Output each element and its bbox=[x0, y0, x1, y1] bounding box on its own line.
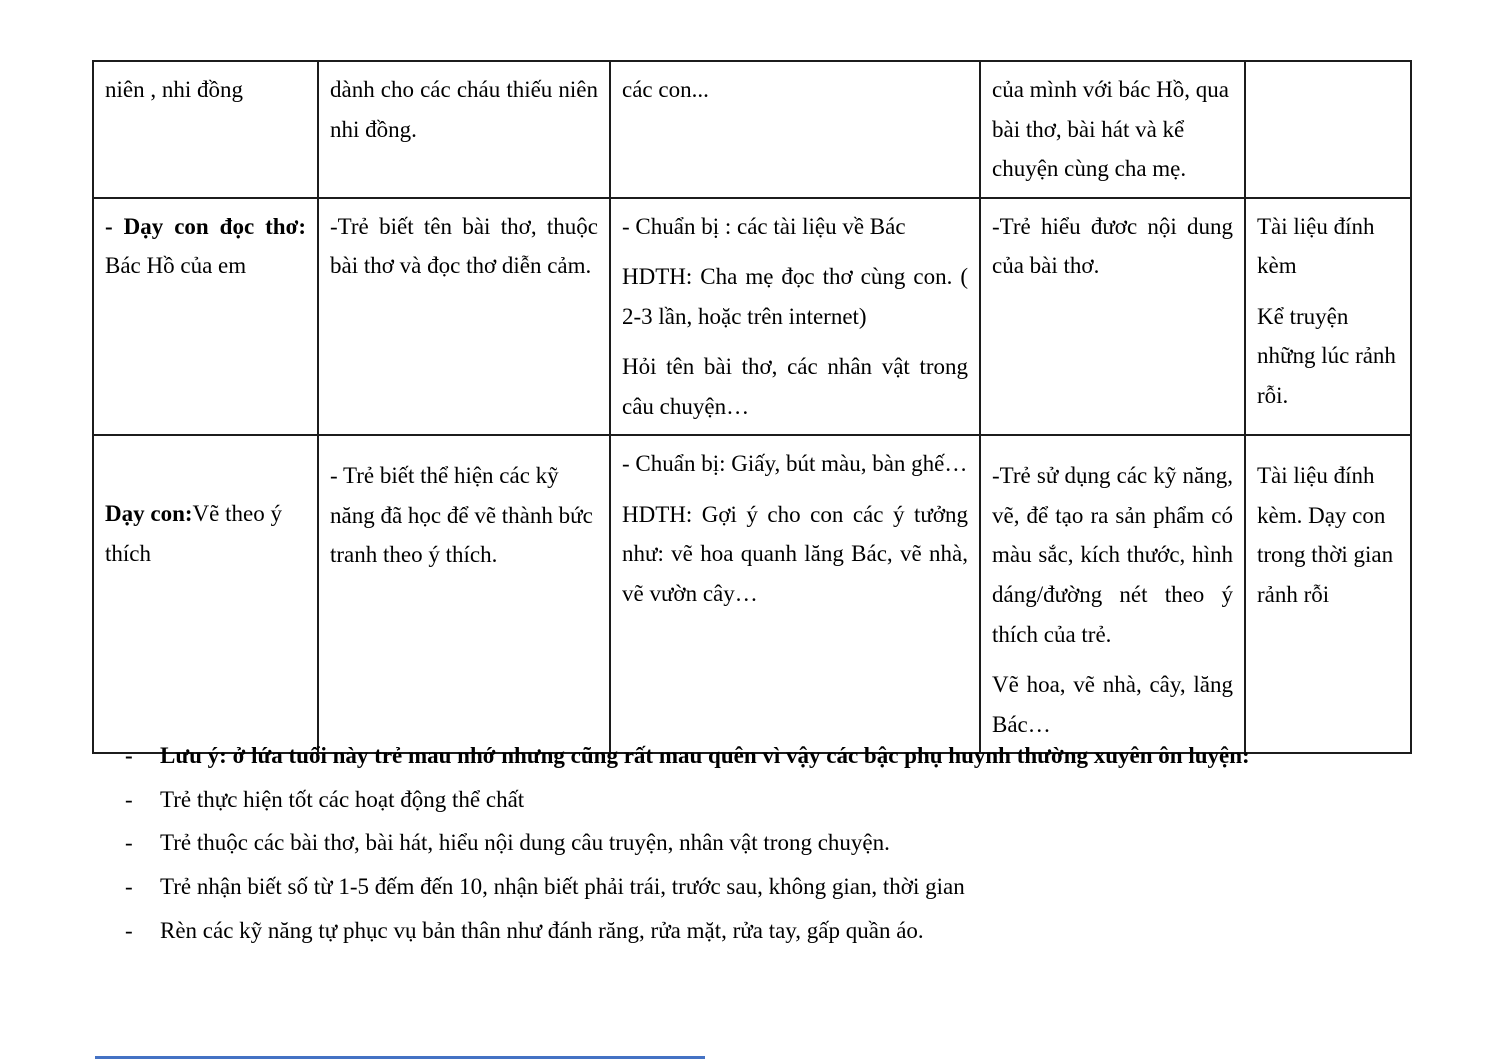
table-row bbox=[93, 198, 1411, 436]
cell-paragraph: -Trẻ biết tên bài thơ, thuộc bài thơ và đọc thơ diễn cảm. bbox=[330, 213, 598, 279]
cell-text-run: Bác Hồ của em bbox=[105, 253, 247, 279]
cell-paragraph: - Trẻ biết thể hiện các kỹ năng đã học để vẽ thành bức tranh theo ý thích. bbox=[330, 463, 593, 568]
note-item bbox=[92, 827, 1452, 860]
cell-paragraph: Vẽ hoa, vẽ nhà, cây, lăng Bác… bbox=[992, 672, 1233, 737]
table-cell bbox=[980, 435, 1245, 753]
table-cell bbox=[1245, 198, 1411, 436]
bottom-accent-line bbox=[95, 1056, 705, 1059]
bullet-marker: - bbox=[125, 786, 133, 812]
schedule-table bbox=[92, 60, 1412, 754]
table-cell bbox=[1245, 435, 1411, 753]
table-cell bbox=[980, 198, 1245, 436]
cell-paragraph: -Trẻ sử dụng các kỹ năng, vẽ, để tạo ra sản phẩm có màu sắc, kích thước, hình dáng/đường nét theo ý thích của trẻ. bbox=[992, 463, 1233, 647]
cell-paragraph: các con... bbox=[622, 77, 709, 102]
cell-paragraph bbox=[105, 494, 306, 573]
table-cell bbox=[318, 61, 610, 198]
note-text: Rèn các kỹ năng tự phục vụ bản thân như đánh răng, rửa mặt, rửa tay, gấp quần áo. bbox=[160, 917, 924, 943]
bullet-marker: - bbox=[125, 830, 133, 856]
table-cell bbox=[610, 198, 980, 436]
note-item bbox=[92, 740, 1452, 773]
cell-text-run: Vẽ theo ý thích bbox=[105, 501, 282, 566]
cell-paragraph: HDTH: Gợi ý cho con các ý tưởng như: vẽ hoa quanh lăng Bác, vẽ nhà, vẽ vườn cây… bbox=[622, 501, 968, 607]
table-cell bbox=[318, 198, 610, 436]
table-cell bbox=[93, 198, 318, 436]
cell-paragraph: niên , nhi đồng bbox=[105, 77, 243, 102]
cell-paragraph: - Chuẩn bị: Giấy, bút màu, bàn ghế… bbox=[622, 451, 968, 477]
table-cell bbox=[93, 435, 318, 753]
bullet-marker: - bbox=[125, 917, 133, 943]
note-text: Trẻ thực hiện tốt các hoạt động thể chất bbox=[160, 786, 525, 812]
note-item bbox=[92, 871, 1452, 904]
cell-paragraph bbox=[105, 207, 306, 286]
table-row bbox=[93, 61, 1411, 198]
cell-paragraph: Hỏi tên bài thơ, các nhân vật trong câu chuyện… bbox=[622, 354, 968, 419]
note-text: Trẻ thuộc các bài thơ, bài hát, hiểu nội dung câu truyện, nhân vật trong chuyện. bbox=[160, 830, 890, 856]
cell-paragraph: dành cho các cháu thiếu niên nhi đồng. bbox=[330, 77, 598, 142]
bullet-marker: - bbox=[125, 743, 133, 768]
note-item bbox=[92, 784, 1452, 817]
cell-paragraph: HDTH: Cha mẹ đọc thơ cùng con. ( 2-3 lần, hoặc trên internet) bbox=[622, 264, 968, 329]
table-row bbox=[93, 435, 1411, 753]
cell-paragraph: -Trẻ hiểu đươc nội dung của bài thơ. bbox=[992, 213, 1233, 279]
cell-bold-run: Dạy con: bbox=[105, 501, 193, 527]
cell-paragraph: Tài liệu đính kèm bbox=[1257, 213, 1375, 279]
table-cell bbox=[93, 61, 318, 198]
table-cell bbox=[980, 61, 1245, 198]
table-cell bbox=[610, 61, 980, 198]
cell-paragraph: Kể truyện những lúc rảnh rỗi. bbox=[1257, 303, 1396, 408]
table-cell bbox=[1245, 61, 1411, 198]
note-text: Lưu ý: ở lứa tuổi này trẻ mau nhớ nhưng cũng rất mau quên vì vậy các bậc phụ huynh thường xuyên ôn luyện: bbox=[160, 743, 1250, 768]
table-cell bbox=[318, 435, 610, 753]
cell-bold-run: - Dạy con đọc thơ: bbox=[105, 213, 306, 239]
note-item bbox=[92, 915, 1452, 948]
cell-paragraph: Tài liệu đính kèm. Dạy con trong thời gian rảnh rỗi bbox=[1257, 463, 1394, 608]
cell-paragraph: - Chuẩn bị : các tài liệu về Bác bbox=[622, 213, 906, 239]
bullet-marker: - bbox=[125, 873, 133, 899]
cell-paragraph: của mình với bác Hồ, qua bài thơ, bài hát và kể chuyện cùng cha mẹ. bbox=[992, 77, 1229, 182]
notes-list bbox=[92, 740, 1452, 958]
table-cell bbox=[610, 435, 980, 753]
note-text: Trẻ nhận biết số từ 1-5 đếm đến 10, nhận biết phải trái, trước sau, không gian, thời gian bbox=[160, 873, 965, 899]
